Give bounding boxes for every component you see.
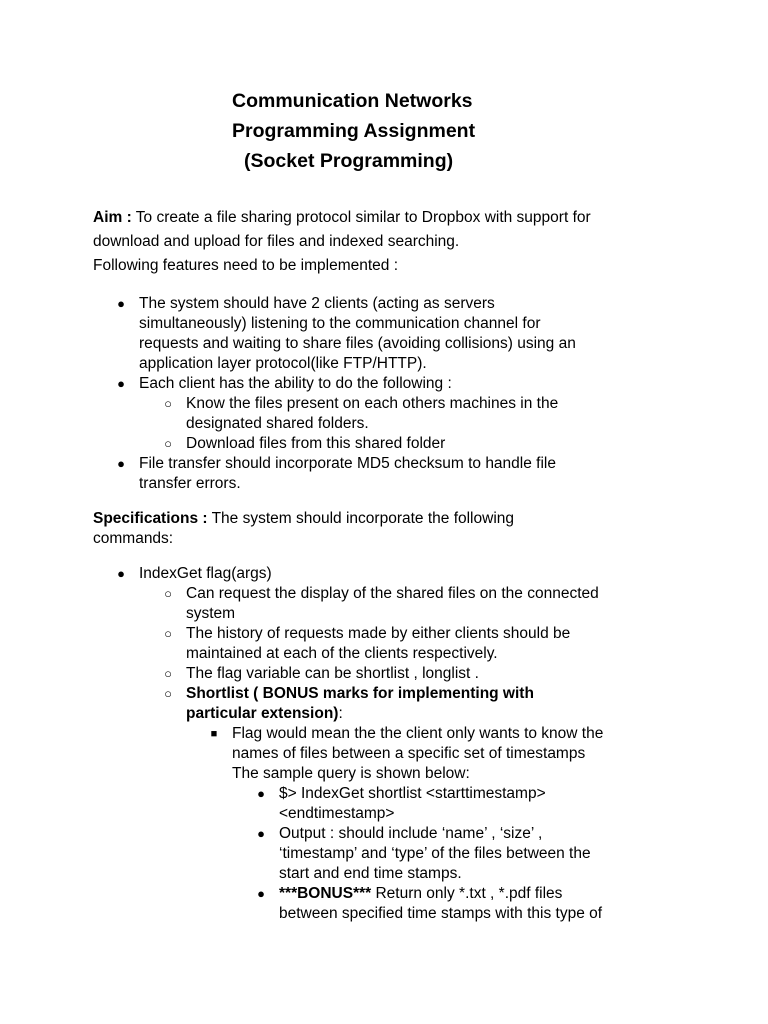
list-item: ● ***BONUS*** Return only *.txt , *.pdf files between specified time stamps with this type of [279,884,719,924]
bullet-icon: ● [117,566,125,581]
circle-bullet-icon: ○ [164,436,172,451]
circle-bullet-icon: ○ [164,666,172,681]
bullet-icon: ● [257,786,265,801]
list-item: ● Each client has the ability to do the following : [139,374,699,394]
features-sublist [164,394,706,454]
aim-label: Aim : [93,209,132,226]
list-item: ○ Download files from this shared folder [186,434,706,454]
title-line-3: (Socket Programming) [244,150,454,172]
bullet-icon: ● [117,376,125,391]
indexget-sublist [164,584,706,724]
features-list [117,294,699,394]
indexget-list [117,564,699,584]
bullet-icon: ● [117,456,125,471]
list-item: ○ Shortlist ( BONUS marks for implementing with particular extension): [186,684,706,724]
list-item: ○ The flag variable can be shortlist , longlist . [186,664,706,684]
circle-bullet-icon: ○ [164,396,172,411]
specifications-label: Specifications : [93,510,208,527]
bullet-icon: ● [117,296,125,311]
specifications-paragraph [93,509,693,549]
following-text: Following features need to be implemented : [93,257,399,274]
circle-bullet-icon: ○ [164,586,172,601]
aim-text-2: download and upload for files and indexed searching. [93,233,460,250]
aim-text-1: To create a file sharing protocol similar to Dropbox with support for [135,209,591,226]
shortlist-sublist [210,724,712,784]
circle-bullet-icon: ○ [164,686,172,701]
list-item: ■ Flag would mean the the client only wants to know the names of files between a specific set of timestamps The sample query is shown below: [232,724,712,784]
specifications-text-1: The system should incorporate the following [211,510,515,527]
list-item: ○ Can request the display of the shared files on the connected system [186,584,706,624]
features-list-continued [117,454,699,494]
square-bullet-icon: ■ [210,728,218,740]
list-item: ○ Know the files present on each others machines in the designated shared folders. [186,394,706,434]
title-line-2: Programming Assignment [232,120,476,142]
circle-bullet-icon: ○ [164,626,172,641]
list-item: ● Output : should include ‘name’ , ‘size’ , ‘timestamp’ and ‘type’ of the files between the start and end time stamps. [279,824,719,884]
list-item: ● $> IndexGet shortlist <starttimestamp> <endtimestamp> [279,784,719,824]
list-item: ● IndexGet flag(args) [139,564,699,584]
specifications-text-2: commands: [93,530,174,547]
list-item: ● The system should have 2 clients (acting as servers simultaneously) listening to the communication channel for requests and waiting to share files (avoiding collisions) using an application layer protocol(like FTP/HTTP). [139,294,699,374]
bullet-icon: ● [257,886,265,901]
title-line-1: Communication Networks [232,90,473,112]
list-item: ○ The history of requests made by either clients should be maintained at each of the clients respectively. [186,624,706,664]
shortlist-details-list [257,784,719,924]
aim-paragraph [93,206,693,254]
list-item: ● File transfer should incorporate MD5 checksum to handle file transfer errors. [139,454,699,494]
bullet-icon: ● [257,826,265,841]
